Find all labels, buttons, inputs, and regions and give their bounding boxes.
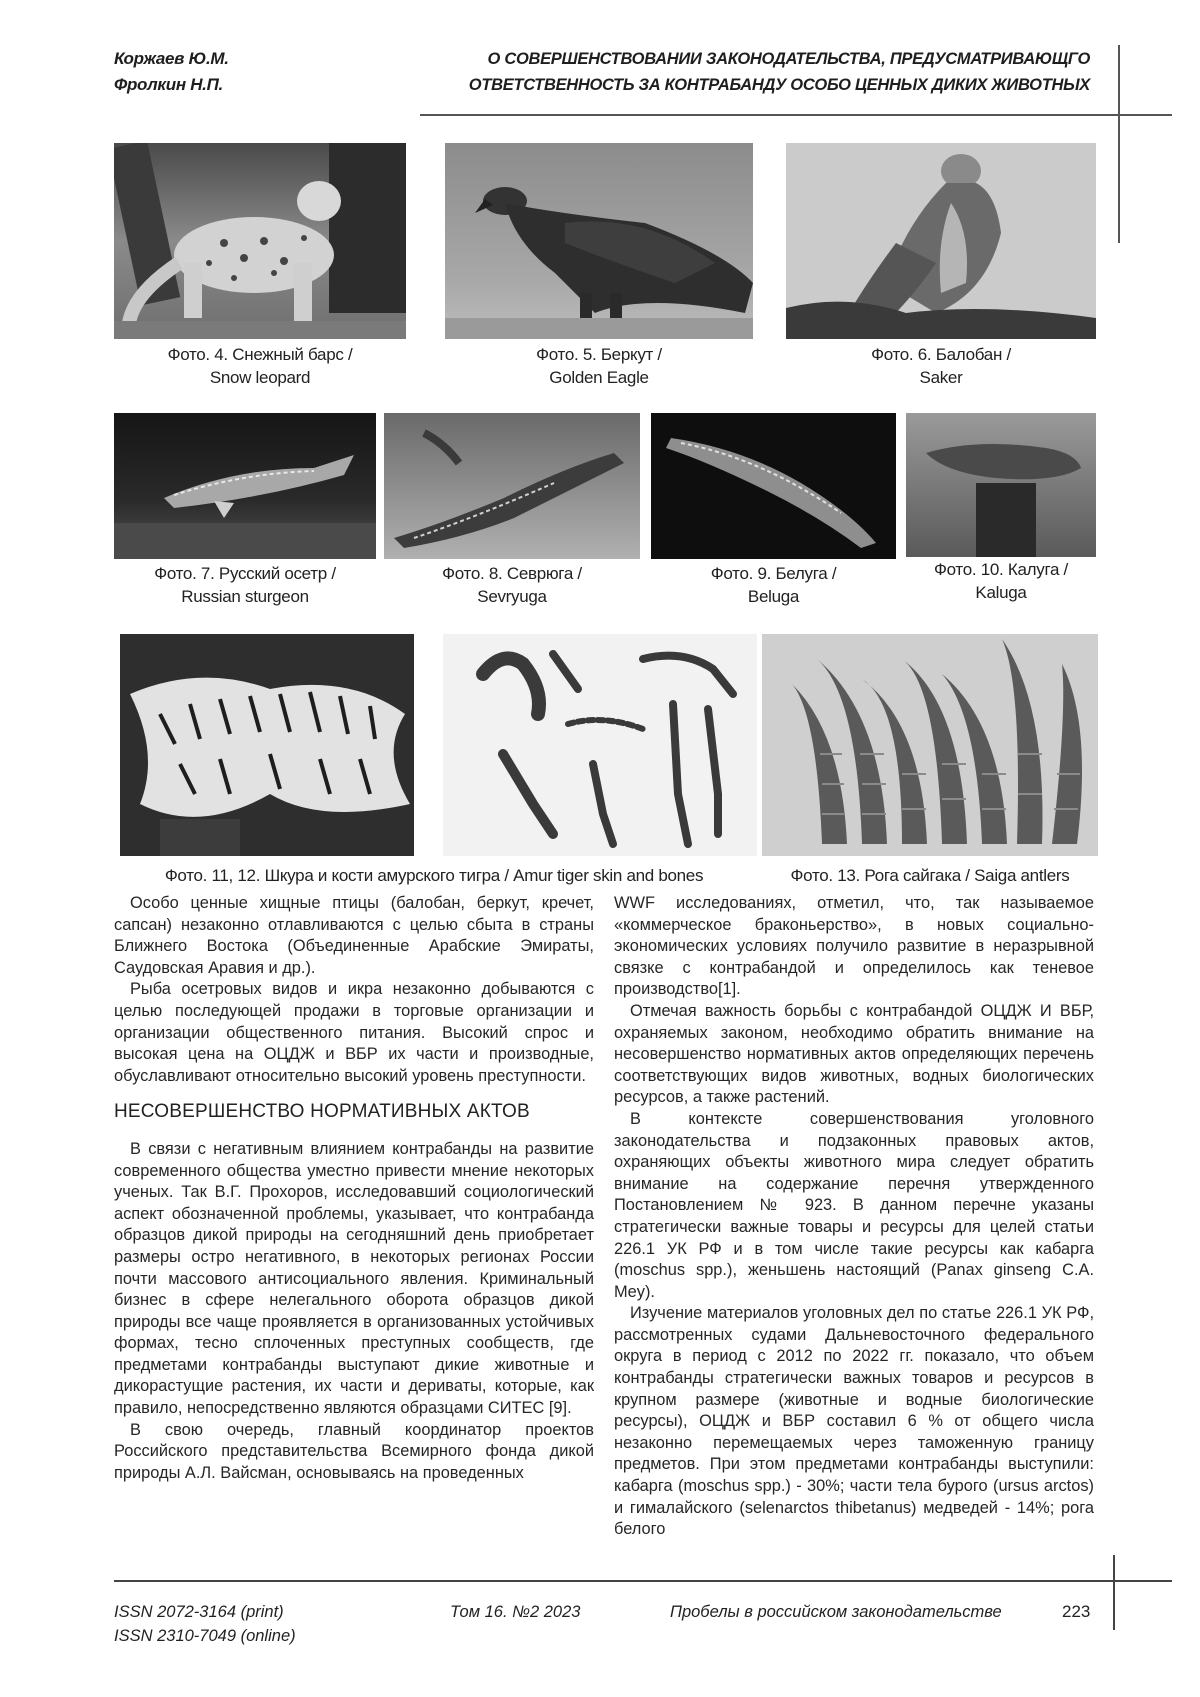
photo-snow-leopard [114,143,406,339]
article-title-line-1: О СОВЕРШЕНСТВОВАНИИ ЗАКОНОДАТЕЛЬСТВА, ПРЕДУСМАТРИВАЮЩГО [487,50,1090,68]
header-vertical-rule [1118,45,1120,243]
paragraph: В связи с негативным влиянием контрабанды на развитие современного общества уместно привести мнение некоторых ученых. Так В.Г. Прохоров, исследовавший социологический аспект обозначенной проблемы, указывает, что контрабанда образцов дикой природы на сегодняшний день приобретает размеры остро негативного, в некоторых регионах России почти массового антисоциального явления. Криминальный бизнес в сфере нелегального оборота образцов дикой природы все чаще проявляется в организованных устойчивых формах, тесно сплоченных преступных сообществ, где предметами контрабанды выступают дикие животные и дикорастущие растения, их части и дериваты, которые, как правило, непосредственно являются образцами СИТЕС [9]. [114,1139,594,1418]
caption-line: Beluga [747,587,800,606]
photo-beluga [651,413,896,559]
caption-line: Sevryuga [477,587,547,606]
photo-golden-eagle [445,143,753,339]
caption-line: Russian sturgeon [181,587,309,606]
caption-line: Snow leopard [209,368,311,387]
page-number: 223 [1062,1602,1091,1621]
caption-photo-13 [762,864,1098,887]
caption-photo-4 [114,343,406,389]
paragraph: Изучение материалов уголовных дел по статье 226.1 УК РФ, рассмотренных судами Дальневосточного федерального округа в период с 2012 по 2022 гг. показало, что объем контрабанды стратегически важных товаров и ресурсов в крупном размере (животные и водные биологические ресурсы), ОЦДЖ и ВБР составил 6 % от общего числа незаконно перемещаемых через таможенную границу предметов. При этом предметами контрабанды выступили: кабарга (moschus spp.) - 30%; части тела бурого (ursus arctos) и гималайского (selenarctos thibetanus) медведей - 14%; рога белого [614,1304,1094,1539]
issn-online: ISSN 2310-7049 (online) [114,1627,296,1645]
caption-line: Saker [919,368,963,387]
paragraph: В свою очередь, главный координатор проектов Российского представительства Всемирного фонда дикой природы А.Л. Вайсман, основываясь на проведенных [114,1420,594,1482]
issn-print: ISSN 2072-3164 (print) [114,1603,284,1621]
paragraph: Особо ценные хищные птицы (балобан, беркут, кречет, сапсан) незаконно отлавливаются с целью сбыта в страны Ближнего Востока (Объединенные Арабские Эмираты, Саудовская Аравия и др.). [114,894,594,977]
caption-photo-6 [786,343,1096,389]
header-divider [420,114,1172,116]
article-title [330,46,1090,98]
caption-line: Фото. 13. Рога сайгака / Saiga antlers [790,866,1070,885]
photo-russian-sturgeon [114,413,376,559]
caption-line: Фото. 5. Беркут / [536,345,662,364]
photo-tiger-skin [120,634,414,856]
caption-photo-7 [114,562,376,608]
caption-line: Kaluga [975,583,1027,602]
author-2: Фролкин Н.П. [114,75,223,94]
caption-line: Golden Eagle [549,368,649,387]
footer-volume: Том 16. №2 2023 [450,1603,581,1621]
photo-sevryuga [384,413,640,559]
paragraph: В контексте совершенствования уголовного законодательства и подзаконных правовых актов, охраняющих объекты животного мира следует обратить внимание на содержание перечня утвержденного Постановлением № 923. В данном перечне указаны стратегически важные товары и ресурсы для целей статьи 226.1 УК РФ и в том числе такие ресурсы как кабарга (moschus spp.), женьшень настоящий (Panax ginseng C.A. Mey). [614,1109,1094,1301]
paragraph: Рыба осетровых видов и икра незаконно добываются с целью последующей продажи в торговые организации и организации общественного питания. Высокий спрос и высокая цена на ОЦДЖ и ВБР их части и производные, обуславливают относительно высокий уровень преступности. [114,980,594,1085]
photo-saiga-horns [762,634,1098,856]
caption-line: Фото. 9. Белуга / [710,564,837,583]
caption-line: Фото. 10. Калуга / [934,560,1068,579]
body-column-left [114,893,594,1484]
paragraph: Отмечая важность борьбы с контрабандой ОЦДЖ И ВБР, охраняемых законом, необходимо обратить внимание на несовершенство нормативных актов определяющих перечень соответствующих видов животных, водных биологических ресурсов, а также растений. [614,1001,1094,1107]
author-1: Коржаев Ю.М. [114,49,229,68]
body-column-right [614,893,1094,1541]
caption-photo-5 [445,343,753,389]
caption-photo-11-12 [114,864,754,887]
caption-line: Фото. 8. Севрюга / [442,564,582,583]
caption-line: Фото. 4. Снежный барс / [167,345,353,364]
footer-divider [114,1580,1172,1582]
photo-saker-falcon [786,143,1096,339]
paragraph-continuation: WWF исследованиях, отметил, что, так называемое «коммерческое браконьерство», в новых социально-экономических условиях получило развитие в неразрывной связке с контрабандой и определилось как теневое производство[1]. [614,894,1094,999]
footer-issn [114,1600,296,1648]
caption-photo-10 [906,558,1096,604]
caption-line: Фото. 6. Балобан / [871,345,1011,364]
article-authors [114,46,229,98]
caption-line: Фото. 7. Русский осетр / [154,564,336,583]
photo-tiger-bones [443,634,757,856]
article-title-line-2: ОТВЕТСТВЕННОСТЬ ЗА КОНТРАБАНДУ ОСОБО ЦЕННЫХ ДИКИХ ЖИВОТНЫХ [468,76,1090,94]
caption-line: Фото. 11, 12. Шкура и кости амурского тигра / Amur tiger skin and bones [164,866,704,885]
footer-vertical-rule [1113,1555,1115,1630]
caption-photo-8 [384,562,640,608]
caption-photo-9 [651,562,896,608]
photo-kaluga [906,413,1096,557]
section-heading: НЕСОВЕРШЕНСТВО НОРМАТИВНЫХ АКТОВ [114,1101,530,1123]
footer-journal-name: Пробелы в российском законодательстве [670,1603,1002,1621]
